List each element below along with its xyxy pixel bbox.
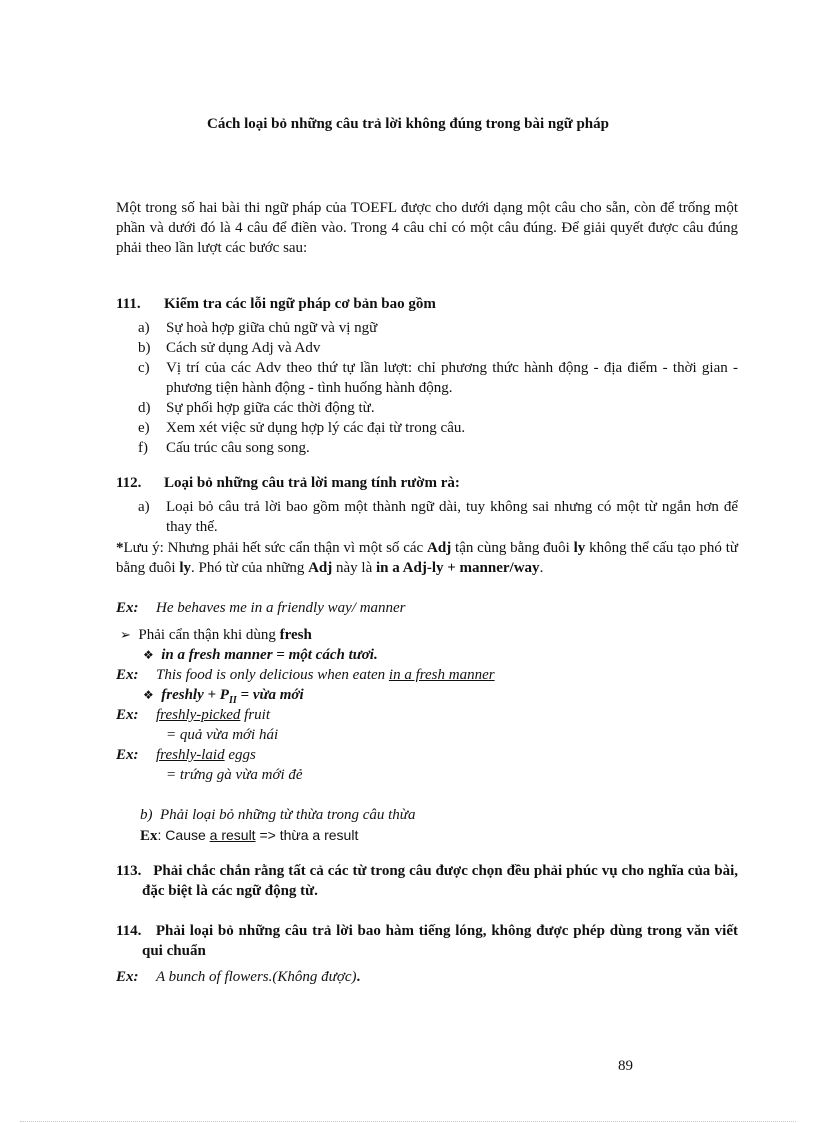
- note-text: không thể cấu tạo phó từ bằng đuôi: [116, 540, 739, 576]
- example-line: [116, 598, 738, 618]
- list-item: [138, 338, 738, 358]
- example-meaning: [166, 765, 788, 785]
- section-number: 114.: [116, 923, 142, 939]
- section-112-heading: [116, 473, 738, 493]
- list-item: [138, 318, 738, 338]
- note-paragraph: [116, 538, 738, 578]
- example-text: A bunch of flowers.(Không được): [156, 969, 357, 985]
- intro-paragraph: Một trong số hai bài thi ngữ pháp của TOEFL được cho dưới dạng một câu cho sẵn, còn để trống một phần và dưới đó là 4 câu để điền vào. Trong 4 câu chỉ có một câu đúng. Để giải quyết được câu đúng phải theo lần lượt các bước sau:: [116, 200, 738, 256]
- list-item-letter: c): [138, 360, 150, 376]
- list-item: [138, 358, 738, 398]
- list-item-text: Sự hoà hợp giữa chủ ngữ và vị ngữ: [166, 320, 378, 336]
- section-112-list: [138, 497, 738, 537]
- section-heading-text: Kiểm tra các lỗi ngữ pháp cơ bản bao gồm: [164, 296, 436, 312]
- list-item-text: Sự phối hợp giữa các thời động từ.: [166, 400, 375, 416]
- example-end: .: [356, 969, 361, 985]
- example-underlined: freshly-laid: [156, 747, 225, 763]
- note-adj: Adj: [308, 560, 333, 576]
- example-label: Ex:: [116, 747, 139, 763]
- example-text: eggs: [224, 747, 256, 763]
- note-form: in a Adj-ly + manner/way: [376, 560, 540, 576]
- fresh-manner-text: in a fresh manner = một cách tươi.: [161, 647, 378, 663]
- freshly-text: freshly + P: [161, 687, 229, 703]
- section-text: Phải loại bỏ những câu trả lời bao hàm tiếng lóng, không được phép dùng trong văn viết qui chuẩn: [142, 923, 739, 959]
- list-item: [138, 418, 738, 438]
- list-item-text: Vị trí của các Adv theo thứ tự lần lượt: chỉ phương thức hành động - địa điểm - thời gian - phương tiện hành động - tình huống hành động.: [166, 360, 738, 396]
- fresh-line: [120, 625, 742, 646]
- section-113: [116, 861, 738, 901]
- example-text: => thừa a result: [255, 827, 359, 843]
- fresh-word: fresh: [279, 627, 312, 643]
- section-number: 112.: [116, 475, 142, 491]
- list-item-text: Cấu trúc câu song song.: [166, 440, 310, 456]
- section-111-list: [138, 318, 738, 458]
- example-line: [116, 665, 738, 685]
- list-item: [138, 398, 738, 418]
- example-text: This food is only delicious when eaten: [156, 667, 386, 683]
- fresh-text: Phải cẩn thận khi dùng: [138, 627, 276, 643]
- list-item-letter: a): [138, 499, 150, 515]
- note-text: Lưu ý: Nhưng phải hết sức cẩn thận vì một số các: [123, 540, 424, 556]
- list-item: [138, 438, 738, 458]
- page-title: Cách loại bỏ những câu trả lời không đúng trong bài ngữ pháp: [207, 116, 609, 132]
- arrow-bullet-icon: ➢: [120, 628, 131, 643]
- footer-divider: [20, 1121, 796, 1122]
- example-text: fruit: [240, 707, 270, 723]
- page-number: 89: [618, 1058, 633, 1074]
- example-line: [116, 745, 738, 765]
- list-item-letter: a): [138, 320, 150, 336]
- example-underlined: in a fresh manner: [388, 667, 495, 683]
- section-114: [116, 921, 738, 961]
- note-adj: Adj: [427, 540, 452, 556]
- example-label: Ex:: [116, 969, 139, 985]
- sub-item-b: [140, 805, 762, 825]
- example-meaning-text: = quả vừa mới hái: [166, 727, 279, 743]
- example-label: Ex:: [116, 600, 139, 616]
- example-underlined: a result: [209, 827, 256, 843]
- note-text: . Phó từ của những: [191, 560, 305, 576]
- list-item-letter: f): [138, 440, 148, 456]
- freshly-subscript: II: [228, 695, 237, 706]
- list-item: [138, 497, 738, 537]
- example-text: : Cause: [157, 827, 210, 843]
- list-item-text: Cách sử dụng Adj và Adv: [166, 340, 321, 356]
- note-end: .: [539, 560, 544, 576]
- list-item-letter: b): [138, 340, 151, 356]
- example-meaning-text: = trứng gà vừa mới đẻ: [166, 767, 303, 783]
- note-ly: ly: [179, 560, 191, 576]
- freshly-meaning: = vừa mới: [236, 687, 304, 703]
- example-text: He behaves me in a friendly way/ manner: [156, 600, 406, 616]
- example-underlined: freshly-picked: [156, 707, 241, 723]
- list-item-letter: e): [138, 420, 150, 436]
- note-text: tận cùng bằng đuôi: [455, 540, 570, 556]
- note-star: *: [116, 540, 124, 556]
- example-label: Ex:: [116, 707, 139, 723]
- section-heading-text: Loại bỏ những câu trả lời mang tính rườm rà:: [164, 475, 460, 491]
- example-label: Ex: [140, 828, 158, 844]
- section-111-heading: [116, 294, 738, 314]
- example-line: [140, 825, 762, 846]
- example-meaning: [166, 725, 788, 745]
- fresh-manner-line: [143, 645, 765, 665]
- sub-item-b-text: b) Phải loại bỏ những từ thừa trong câu thừa: [140, 807, 416, 823]
- list-item-letter: d): [138, 400, 151, 416]
- list-item-text: Xem xét việc sử dụng hợp lý các đại từ trong câu.: [166, 420, 466, 436]
- section-text: Phải chắc chắn rằng tất cả các từ trong câu được chọn đều phải phúc vụ cho nghĩa của bài, đặc biệt là các ngữ động từ.: [142, 863, 738, 899]
- diamond-bullet-icon: ❖: [143, 688, 154, 702]
- example-line: [116, 967, 738, 987]
- note-text: này là: [336, 560, 373, 576]
- list-item-text: Loại bỏ câu trả lời bao gồm một thành ngữ dài, tuy không sai nhưng có một từ ngắn hơn để thay thế.: [166, 499, 738, 535]
- example-line: [116, 705, 738, 725]
- diamond-bullet-icon: ❖: [143, 648, 154, 662]
- note-ly: ly: [573, 540, 586, 556]
- section-number: 113.: [116, 863, 142, 879]
- example-label: Ex:: [116, 667, 139, 683]
- section-number: 111.: [116, 296, 141, 312]
